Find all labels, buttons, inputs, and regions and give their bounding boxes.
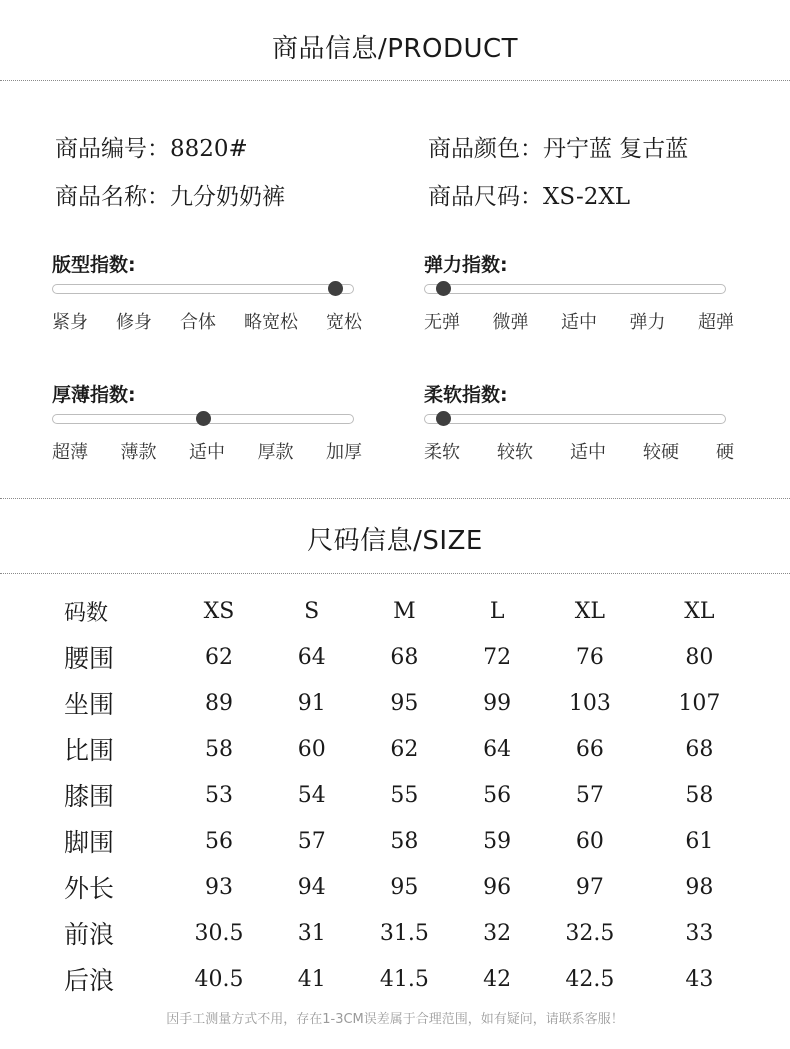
thickness-label: 薄款 xyxy=(120,442,157,463)
table-cell: 96 xyxy=(483,874,512,900)
row-label: 坐围 xyxy=(64,690,115,719)
softness-index-labels xyxy=(424,438,734,464)
table-cell: 64 xyxy=(483,736,512,762)
size-table xyxy=(40,588,750,1002)
thickness-label: 厚款 xyxy=(257,442,294,463)
table-cell: 95 xyxy=(390,690,419,716)
table-cell: 62 xyxy=(204,644,233,670)
row-label: 比围 xyxy=(64,736,115,765)
thickness-label: 加厚 xyxy=(326,442,362,463)
table-cell: 91 xyxy=(297,690,326,716)
table-cell: 55 xyxy=(390,782,419,808)
table-cell: 59 xyxy=(483,828,512,854)
row-label: 后浪 xyxy=(64,966,115,995)
table-cell: 42.5 xyxy=(565,966,615,992)
header-cell: L xyxy=(489,598,505,624)
fit-label: 合体 xyxy=(180,312,216,333)
divider-middle xyxy=(0,498,790,499)
table-cell: 40.5 xyxy=(194,966,244,992)
row-label: 前浪 xyxy=(64,920,115,949)
softness-label: 柔软 xyxy=(424,442,460,463)
table-row xyxy=(40,680,750,726)
table-cell: 57 xyxy=(297,828,326,854)
softness-index-marker xyxy=(436,411,451,426)
table-cell: 103 xyxy=(568,690,611,716)
row-label: 脚围 xyxy=(64,828,115,857)
table-cell: 94 xyxy=(297,874,326,900)
thickness-label: 超薄 xyxy=(52,442,88,463)
thickness-index-labels xyxy=(52,438,362,464)
table-cell: 58 xyxy=(204,736,233,762)
table-cell: 33 xyxy=(685,920,714,946)
table-cell: 32.5 xyxy=(565,920,615,946)
measurement-note: 因手工测量方式不用，存在1-3CM误差属于合理范围，如有疑问，请联系客服！ xyxy=(166,1012,624,1027)
table-cell: 56 xyxy=(483,782,512,808)
table-row xyxy=(40,634,750,680)
table-cell: 98 xyxy=(685,874,714,900)
table-cell: 30.5 xyxy=(194,920,244,946)
table-row xyxy=(40,818,750,864)
table-cell: 97 xyxy=(575,874,604,900)
divider-top xyxy=(0,80,790,81)
table-row xyxy=(40,956,750,1002)
thickness-index-marker xyxy=(196,411,211,426)
table-cell: 66 xyxy=(575,736,604,762)
fit-label: 略宽松 xyxy=(244,312,298,333)
table-cell: 62 xyxy=(390,736,419,762)
table-cell: 54 xyxy=(297,782,326,808)
table-cell: 61 xyxy=(685,828,714,854)
softness-label: 适中 xyxy=(570,442,606,463)
table-cell: 56 xyxy=(204,828,233,854)
fit-label: 紧身 xyxy=(52,312,88,333)
elasticity-index-labels xyxy=(424,308,734,334)
table-row xyxy=(40,910,750,956)
header-cell: XL xyxy=(684,598,715,624)
fit-label: 修身 xyxy=(116,312,152,333)
table-cell: 31.5 xyxy=(379,920,429,946)
header-cell: 码数 xyxy=(64,600,109,626)
thickness-index-track xyxy=(52,414,354,424)
header-cell: XL xyxy=(574,598,605,624)
softness-label: 较软 xyxy=(497,442,533,463)
table-cell: 60 xyxy=(575,828,604,854)
table-cell: 32 xyxy=(483,920,512,946)
size-table-header xyxy=(40,588,750,634)
row-label: 腰围 xyxy=(64,644,115,673)
table-cell: 72 xyxy=(483,644,512,670)
elasticity-index-track xyxy=(424,284,726,294)
softness-label: 较硬 xyxy=(643,442,679,463)
table-cell: 99 xyxy=(483,690,512,716)
softness-label: 硬 xyxy=(716,442,734,463)
fit-index-marker xyxy=(328,281,343,296)
table-cell: 89 xyxy=(204,690,233,716)
table-cell: 58 xyxy=(390,828,419,854)
table-row xyxy=(40,772,750,818)
table-cell: 60 xyxy=(297,736,326,762)
header-cell: S xyxy=(304,598,320,624)
table-cell: 68 xyxy=(685,736,714,762)
table-row xyxy=(40,726,750,772)
product-name: 商品名称：九分奶奶裤 xyxy=(55,184,285,210)
header-cell: M xyxy=(393,598,416,624)
divider-size xyxy=(0,573,790,574)
table-cell: 58 xyxy=(685,782,714,808)
thickness-index-title: 厚薄指数: xyxy=(52,384,136,406)
fit-index-track xyxy=(52,284,354,294)
row-label: 膝围 xyxy=(64,782,115,811)
product-size-range: 商品尺码：XS-2XL xyxy=(428,184,631,210)
product-section-title: 商品信息/PRODUCT xyxy=(271,34,519,64)
elasticity-index-title: 弹力指数: xyxy=(424,254,508,276)
product-color: 商品颜色：丹宁蓝 复古蓝 xyxy=(428,136,689,162)
table-cell: 93 xyxy=(204,874,233,900)
table-cell: 76 xyxy=(575,644,604,670)
elasticity-label: 无弹 xyxy=(424,312,460,333)
table-cell: 41.5 xyxy=(379,966,429,992)
table-row xyxy=(40,864,750,910)
table-cell: 31 xyxy=(297,920,326,946)
softness-index-track xyxy=(424,414,726,424)
elasticity-index-marker xyxy=(436,281,451,296)
table-cell: 42 xyxy=(483,966,512,992)
table-cell: 68 xyxy=(390,644,419,670)
thickness-label: 适中 xyxy=(189,442,225,463)
table-cell: 80 xyxy=(685,644,714,670)
product-code: 商品编号：8820# xyxy=(55,136,248,162)
table-cell: 57 xyxy=(575,782,604,808)
header-cell: XS xyxy=(203,598,235,624)
table-cell: 43 xyxy=(685,966,714,992)
size-section-title: 尺码信息/SIZE xyxy=(307,526,483,556)
fit-index-title: 版型指数: xyxy=(52,254,136,276)
table-cell: 64 xyxy=(297,644,326,670)
fit-index-labels xyxy=(52,308,362,334)
fit-label: 宽松 xyxy=(326,312,362,333)
table-cell: 41 xyxy=(297,966,326,992)
softness-index-title: 柔软指数: xyxy=(424,384,508,406)
table-cell: 107 xyxy=(678,690,721,716)
table-cell: 53 xyxy=(204,782,233,808)
row-label: 外长 xyxy=(64,874,115,903)
elasticity-label: 超弹 xyxy=(698,312,734,333)
elasticity-label: 微弹 xyxy=(492,312,529,333)
table-cell: 95 xyxy=(390,874,419,900)
elasticity-label: 弹力 xyxy=(629,312,666,333)
elasticity-label: 适中 xyxy=(561,312,597,333)
